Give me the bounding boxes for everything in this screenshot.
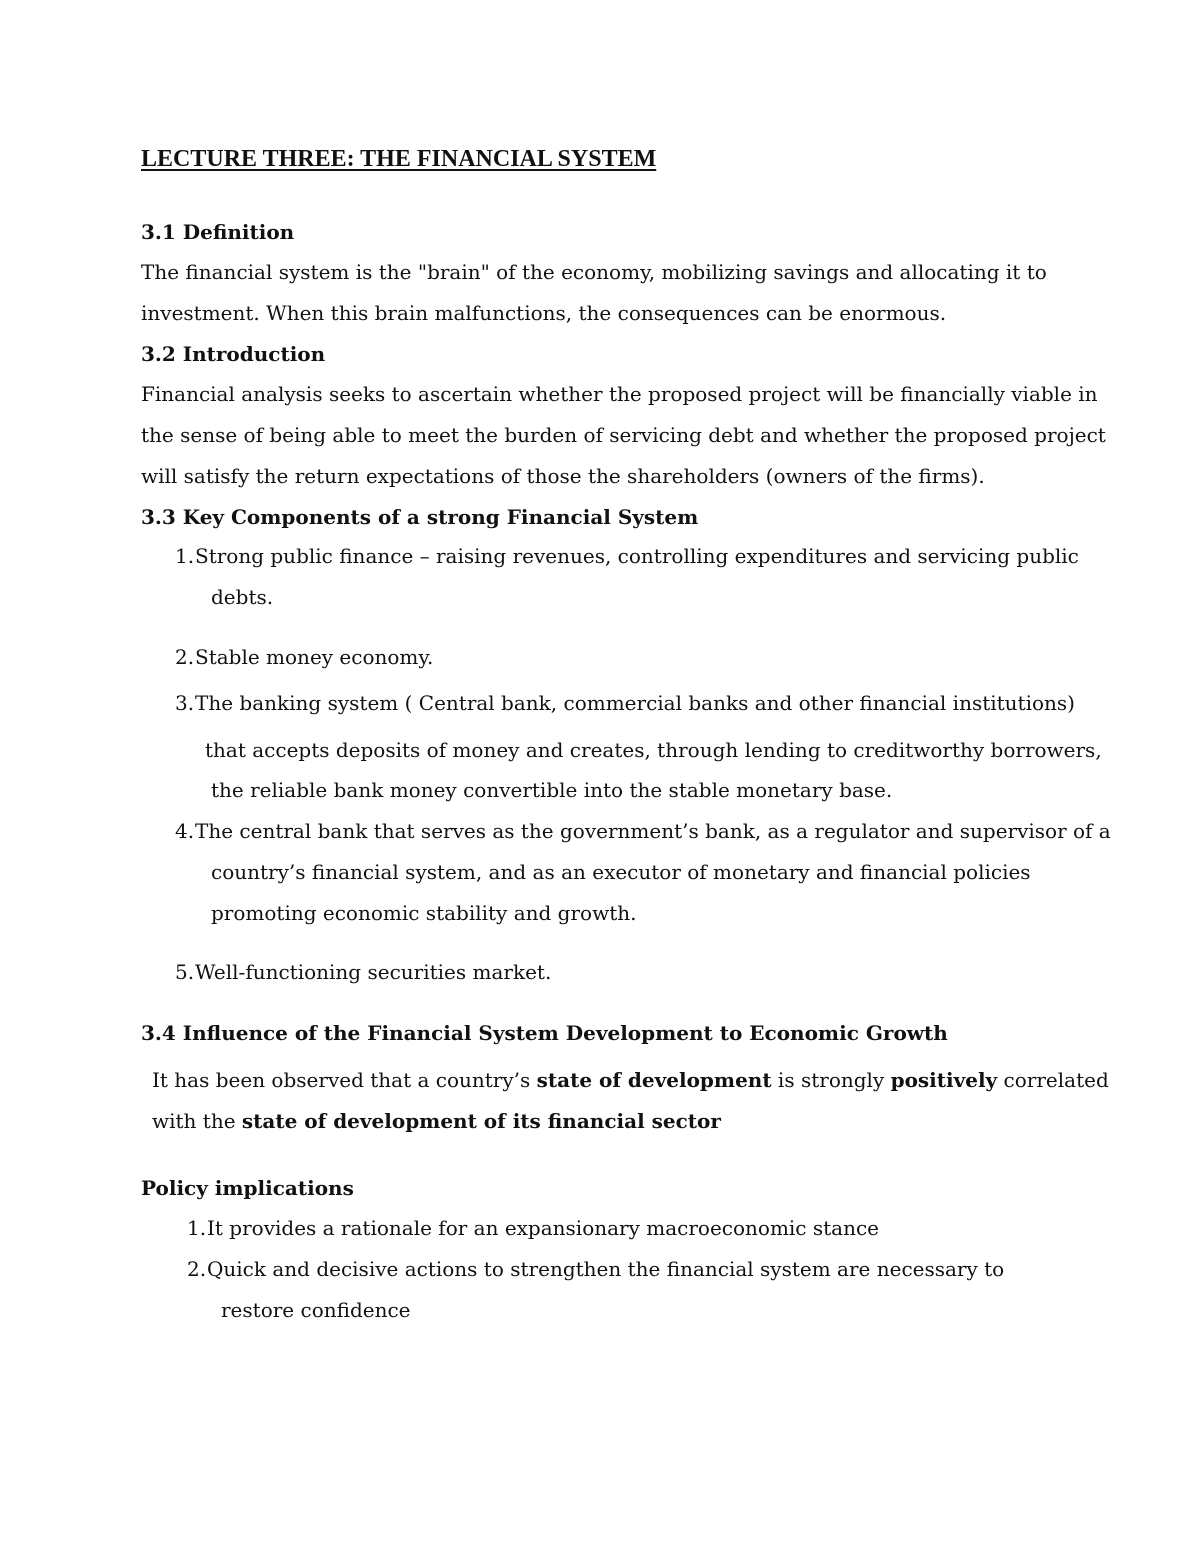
list-item-text: that accepts deposits of money and creates, through lending to creditworthy borrowers, <box>205 738 1102 762</box>
list-item-text: country’s financial system, and as an executor of monetary and financial policies <box>211 860 1031 884</box>
list-item-text: the reliable bank money convertible into the stable monetary base. <box>211 778 893 802</box>
section-heading-components: 3.3 Key Components of a strong Financial System <box>141 505 699 529</box>
list-item-text: The banking system ( Central bank, commercial banks and other financial institutions) <box>195 691 1075 715</box>
influence-paragraph-line-2 <box>152 1107 721 1135</box>
list-item-number: 2. <box>175 645 195 669</box>
list-item-number: 1. <box>187 1216 207 1240</box>
list-item-text: The central bank that serves as the government’s bank, as a regulator and supervisor of a <box>195 819 1111 843</box>
text-run: It has been observed that a country’s <box>152 1068 537 1092</box>
list-item-text: promoting economic stability and growth. <box>211 901 637 925</box>
text-run: is strongly <box>771 1068 891 1092</box>
list-item-text: It provides a rationale for an expansionary macroeconomic stance <box>207 1216 880 1240</box>
section-heading-introduction: 3.2 Introduction <box>141 342 326 366</box>
text-run: with the <box>152 1109 242 1133</box>
list-item-text: debts. <box>211 585 274 609</box>
document-title: LECTURE THREE: THE FINANCIAL SYSTEM <box>141 146 657 172</box>
list-item-text: Quick and decisive actions to strengthen the financial system are necessary to <box>207 1257 1005 1281</box>
section-heading-definition: 3.1 Definition <box>141 220 295 244</box>
list-item-number: 1. <box>175 544 195 568</box>
paragraph-line: the sense of being able to meet the burden of servicing debt and whether the proposed project <box>141 423 1106 447</box>
list-item-number: 4. <box>175 819 195 843</box>
influence-paragraph-line-1 <box>152 1066 1109 1094</box>
list-item-text: restore confidence <box>221 1298 411 1322</box>
list-item-number: 3. <box>175 691 195 715</box>
paragraph-line: The financial system is the "brain" of the economy, mobilizing savings and allocating it to <box>141 260 1047 284</box>
section-heading-policy: Policy implications <box>141 1176 354 1200</box>
bold-phrase: state of development of its financial sector <box>241 1109 721 1133</box>
list-item-text: Well-functioning securities market. <box>195 960 552 984</box>
bold-phrase: positively <box>890 1068 998 1092</box>
paragraph-line: Financial analysis seeks to ascertain whether the proposed project will be financially viable in <box>141 382 1098 406</box>
list-item-text: Stable money economy. <box>195 645 434 669</box>
paragraph-line: will satisfy the return expectations of those the shareholders (owners of the firms). <box>141 464 985 488</box>
section-heading-influence: 3.4 Influence of the Financial System Development to Economic Growth <box>141 1021 948 1045</box>
list-item-number: 2. <box>187 1257 207 1281</box>
list-item-text: Strong public finance – raising revenues, controlling expenditures and servicing public <box>195 544 1079 568</box>
bold-phrase: state of development <box>536 1068 772 1092</box>
paragraph-line: investment. When this brain malfunctions, the consequences can be enormous. <box>141 301 947 325</box>
list-item-number: 5. <box>175 960 195 984</box>
text-run: correlated <box>997 1068 1109 1092</box>
